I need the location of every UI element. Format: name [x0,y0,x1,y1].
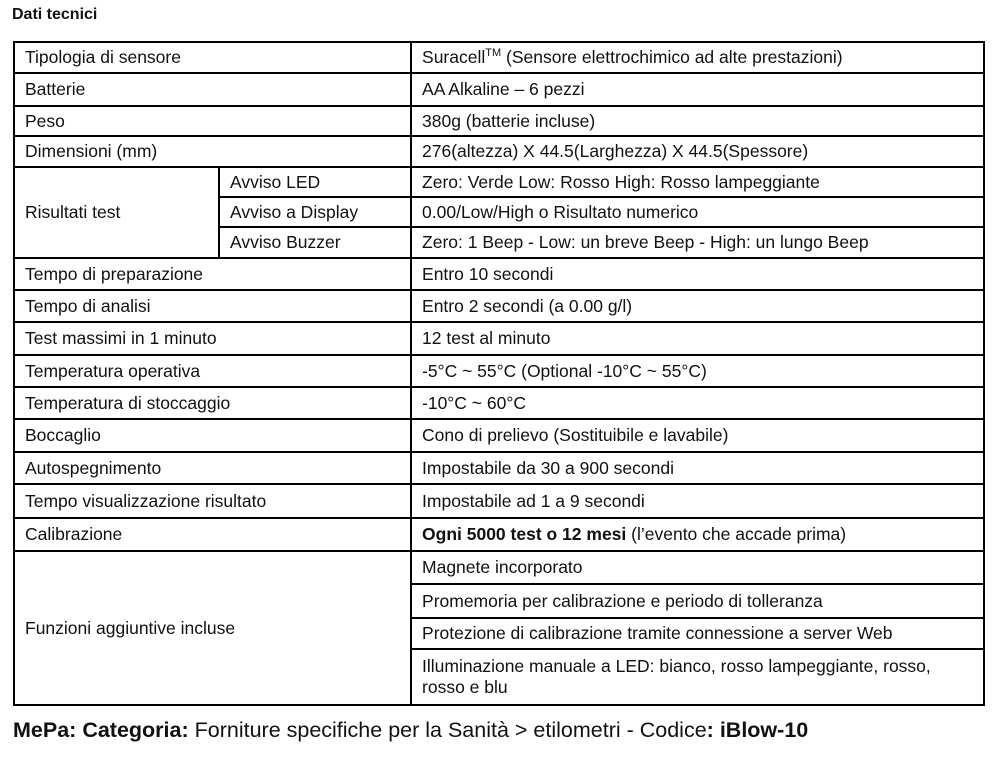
categoria-label: Categoria: [82,718,189,742]
table-row [14,106,984,136]
row-label: Boccaglio [14,419,411,452]
row-label: Risultati test [14,167,219,258]
row-value: Ogni 5000 test o 12 mesi (l’evento che accade prima) [411,518,984,551]
row-value: Promemoria per calibrazione e periodo di tolleranza [411,584,984,618]
row-value: -5°C ~ 55°C (Optional -10°C ~ 55°C) [411,355,984,387]
trademark-sup: TM [485,47,502,60]
row-label: Batterie [14,73,411,106]
row-value: Impostabile da 30 a 900 secondi [411,452,984,484]
table-row [14,167,984,197]
table-row [14,518,984,551]
row-value: 12 test al minuto [411,322,984,355]
table-row [14,73,984,106]
row-value: 380g (batterie incluse) [411,106,984,136]
row-value: 0.00/Low/High o Risultato numerico [411,197,984,227]
row-label: Calibrazione [14,518,411,551]
sub-label: Avviso Buzzer [219,227,411,258]
row-value: Cono di prelievo (Sostituibile e lavabile) [411,419,984,452]
row-label: Dimensioni (mm) [14,136,411,167]
table-row [14,42,984,73]
table-row [14,290,984,322]
row-value: Magnete incorporato [411,551,984,584]
spec-table [13,41,985,706]
categoria-text: Forniture specifiche per la Sanità > etilometri - Codice [188,718,707,742]
row-label: Autospegnimento [14,452,411,484]
calibration-bold: Ogni 5000 test o 12 mesi [422,524,627,544]
section-heading: Dati tecnici [12,6,98,23]
row-value: AA Alkaline – 6 pezzi [411,73,984,106]
table-row [14,258,984,290]
row-label: Temperatura di stoccaggio [14,387,411,419]
table-row [14,484,984,518]
mepa-footer: MePa: Categoria: Forniture specifiche per la Sanità > etilometri - Codice: iBlow-10 [13,718,809,742]
row-label: Tempo di analisi [14,290,411,322]
row-label: Temperatura operativa [14,355,411,387]
sub-label: Avviso LED [219,167,411,197]
table-row [14,551,984,584]
row-value: Zero: Verde Low: Rosso High: Rosso lampeggiante [411,167,984,197]
row-value: Suracell™ (Sensore elettrochimico ad alte prestazioni) [411,42,984,73]
row-value: Protezione di calibrazione tramite connessione a server Web [411,618,984,649]
row-label: Tempo visualizzazione risultato [14,484,411,518]
row-label: Tempo di preparazione [14,258,411,290]
product-code: iBlow-10 [719,718,809,742]
row-label: Test massimi in 1 minuto [14,322,411,355]
row-label: Peso [14,106,411,136]
row-value: Entro 2 secondi (a 0.00 g/l) [411,290,984,322]
row-value: Impostabile ad 1 a 9 secondi [411,484,984,518]
row-label: Tipologia di sensore [14,42,411,73]
row-value: -10°C ~ 60°C [411,387,984,419]
mepa-label: MePa: [13,718,77,742]
table-row [14,355,984,387]
sub-label: Avviso a Display [219,197,411,227]
row-value: Zero: 1 Beep - Low: un breve Beep - High: un lungo Beep [411,227,984,258]
row-label: Funzioni aggiuntive incluse [14,551,411,705]
table-row [14,387,984,419]
table-row [14,419,984,452]
table-row [14,322,984,355]
table-row [14,452,984,484]
row-value: Entro 10 secondi [411,258,984,290]
row-value: Illuminazione manuale a LED: bianco, rosso lampeggiante, rosso, rosso e blu [411,649,984,705]
table-row [14,136,984,167]
row-value: 276(altezza) X 44.5(Larghezza) X 44.5(Spessore) [411,136,984,167]
